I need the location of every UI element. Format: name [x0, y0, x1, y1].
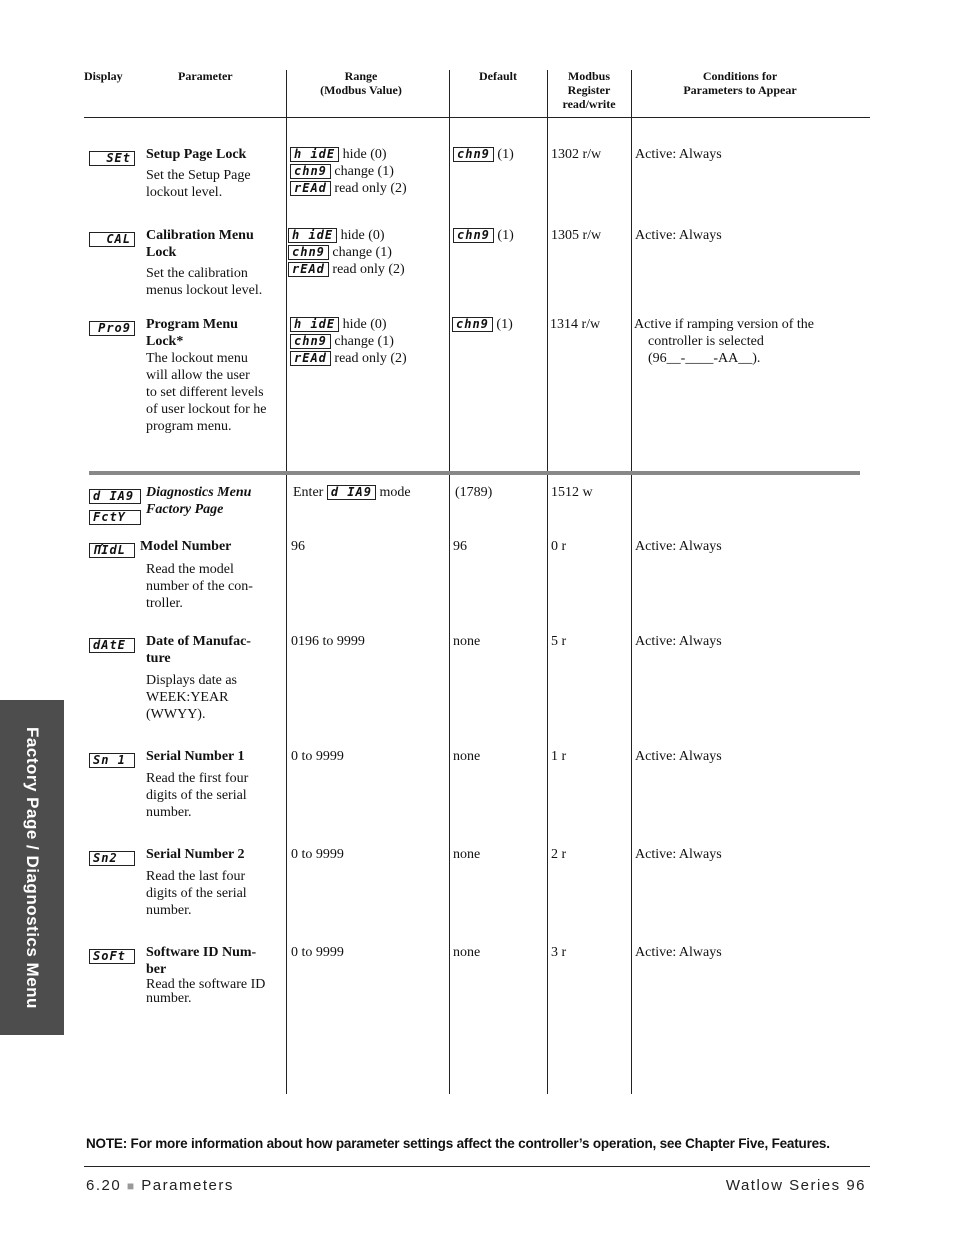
row-model-number-conditions: Active: Always — [635, 539, 722, 554]
default-value: (1) — [497, 228, 514, 243]
range-option — [288, 261, 405, 278]
row-date-parameter — [146, 633, 286, 723]
parameter-description — [146, 770, 286, 821]
header-modbus-line2: Register — [567, 83, 611, 97]
factory-name: Factory Page — [146, 502, 224, 517]
footer-left — [86, 1177, 234, 1194]
row-date-default: none — [453, 634, 481, 649]
row-setup-lock-display — [89, 148, 135, 167]
footer-rule — [84, 1166, 870, 1167]
parameter-name-cont: Lock* — [146, 334, 184, 349]
header-range-title: Range — [344, 69, 378, 83]
parameter-name: Date of Manufac- — [146, 634, 251, 649]
header-modbus — [549, 69, 629, 111]
desc-line: number. — [146, 805, 192, 820]
lcd-display-icon: Pro9 — [89, 321, 135, 336]
row-setup-lock-default — [453, 146, 514, 163]
lcd-change-icon: chn9 — [288, 245, 329, 260]
desc-line: program menu. — [146, 419, 232, 434]
cond-line: (96__-____-AA__). — [648, 351, 761, 366]
desc-line: Displays date as — [146, 673, 237, 688]
parameter-name-cont: ture — [146, 651, 171, 666]
header-rule — [84, 117, 870, 118]
parameter-name-cont: ber — [146, 962, 167, 977]
row-program-lock-parameter — [146, 316, 286, 435]
header-conditions — [650, 69, 830, 97]
row-calibration-lock-parameter — [146, 227, 286, 299]
row-model-number-display — [89, 540, 135, 559]
range-option-text: hide (0) — [342, 317, 387, 332]
desc-line: Read the first four — [146, 771, 249, 786]
parameter-name: Serial Number 1 — [146, 749, 245, 764]
row-serial2-modbus: 2 r — [551, 847, 567, 862]
desc-line: lockout level. — [146, 185, 223, 200]
lcd-display-icon: dAtE — [89, 638, 135, 653]
desc-line: number. — [146, 991, 192, 1006]
row-software-id-display — [89, 946, 135, 965]
footer-bullet-icon: ■ — [126, 1179, 136, 1193]
row-serial1-modbus: 1 r — [551, 749, 567, 764]
row-calibration-lock-default — [453, 227, 514, 244]
row-setup-lock-modbus: 1302 r/w — [551, 147, 602, 162]
diag-range — [293, 484, 411, 501]
range-option — [288, 227, 405, 244]
diag-range-pre: Enter — [293, 485, 324, 500]
header-cond-line2: Parameters to Appear — [683, 83, 797, 97]
diag-range-post: mode — [379, 485, 411, 500]
row-serial2-parameter — [146, 846, 286, 919]
desc-line: WEEK:YEAR — [146, 690, 229, 705]
desc-line: (WWYY). — [146, 707, 206, 722]
lcd-read-icon: rEAd — [288, 262, 329, 277]
row-serial1-parameter — [146, 748, 286, 821]
row-program-lock-range — [290, 316, 407, 367]
page-number: 6.20 — [86, 1177, 122, 1194]
header-parameter: Parameter — [178, 69, 233, 83]
row-program-lock-conditions — [634, 316, 862, 367]
row-date-display — [89, 635, 135, 654]
row-software-id-parameter — [146, 944, 288, 1006]
range-option — [290, 163, 407, 180]
desc-line: to set different levels — [146, 385, 264, 400]
row-model-number-parameter — [140, 538, 286, 612]
row-date-conditions: Active: Always — [635, 634, 722, 649]
section-name: Parameters — [141, 1177, 234, 1194]
header-modbus-line1: Modbus — [567, 69, 611, 83]
range-option — [288, 244, 405, 261]
section-divider — [89, 471, 860, 475]
row-date-range: 0196 to 9999 — [291, 634, 365, 649]
lcd-display-icon: SoFt — [89, 949, 135, 964]
range-option-text: read only (2) — [332, 262, 405, 277]
lcd-diag-mode-icon: d IA9 — [327, 485, 376, 500]
cond-line: controller is selected — [648, 334, 764, 349]
header-cond-line1: Conditions for — [702, 69, 778, 83]
row-calibration-lock-display — [89, 229, 135, 248]
parameter-name-cont: Lock — [146, 245, 177, 260]
lcd-read-icon: rEAd — [290, 351, 331, 366]
diag-parameter — [146, 484, 251, 518]
parameter-name: Model Number — [140, 539, 232, 554]
row-model-number-range: 96 — [291, 539, 305, 554]
range-option — [290, 180, 407, 197]
col-rule-modbus — [547, 70, 548, 1094]
lcd-diag-icon: d IA9 — [89, 489, 141, 504]
desc-line: Read the last four — [146, 869, 246, 884]
row-serial1-conditions: Active: Always — [635, 749, 722, 764]
parameter-description — [146, 167, 286, 201]
row-calibration-lock-modbus: 1305 r/w — [551, 228, 602, 243]
parameter-name: Program Menu — [146, 317, 238, 332]
desc-line: of user lockout for he — [146, 402, 267, 417]
row-serial2-conditions: Active: Always — [635, 847, 722, 862]
diag-name: Diagnostics Menu — [146, 485, 252, 500]
range-option-text: hide (0) — [340, 228, 385, 243]
lcd-default-icon: chn9 — [453, 147, 494, 162]
desc-line: digits of the serial — [146, 886, 247, 901]
row-program-lock-default — [452, 316, 513, 333]
desc-line: menus lockout level. — [146, 283, 263, 298]
parameter-name: Setup Page Lock — [146, 147, 247, 162]
row-setup-lock-range — [290, 146, 407, 197]
row-software-id-range: 0 to 9999 — [291, 945, 344, 960]
note-text: NOTE: For more information about how parameter settings affect the controller’s operation, see Chapter Five, Features. — [86, 1136, 830, 1151]
diag-default: (1789) — [455, 485, 493, 500]
parameter-description — [146, 265, 286, 299]
row-model-number-default: 96 — [453, 539, 467, 554]
side-tab-label: Factory Page / Diagnostics Menu — [23, 727, 42, 1009]
row-date-modbus: 5 r — [551, 634, 567, 649]
row-program-lock-modbus: 1314 r/w — [550, 317, 601, 332]
lcd-display-icon: Sn2 — [89, 851, 135, 866]
lcd-factory-icon: FctY — [89, 510, 141, 525]
header-default: Default — [479, 69, 517, 83]
cond-line: Active if ramping version of the — [634, 317, 815, 332]
row-calibration-lock-range — [288, 227, 405, 278]
row-software-id-modbus: 3 r — [551, 945, 567, 960]
col-rule-default — [449, 70, 450, 1094]
row-serial1-default: none — [453, 749, 481, 764]
header-modbus-line3: read/write — [562, 97, 616, 111]
row-serial1-range: 0 to 9999 — [291, 749, 344, 764]
desc-line: will allow the user — [146, 368, 250, 383]
col-rule-range — [286, 70, 287, 1094]
lcd-default-icon: chn9 — [453, 228, 494, 243]
lcd-read-icon: rEAd — [290, 181, 331, 196]
desc-line: Read the model — [146, 562, 234, 577]
lcd-default-icon: chn9 — [452, 317, 493, 332]
range-option-text: change (1) — [334, 334, 394, 349]
parameter-description — [140, 561, 286, 612]
row-setup-lock-conditions: Active: Always — [635, 147, 722, 162]
desc-line: digits of the serial — [146, 788, 247, 803]
range-option-text: change (1) — [334, 164, 394, 179]
row-serial2-default: none — [453, 847, 481, 862]
lcd-hide-icon: h idE — [290, 317, 339, 332]
parameter-description — [146, 868, 286, 919]
range-option — [290, 316, 407, 333]
default-value: (1) — [497, 147, 514, 162]
range-option-text: read only (2) — [334, 351, 407, 366]
range-option-text: read only (2) — [334, 181, 407, 196]
range-option — [290, 146, 407, 163]
diag-display — [89, 486, 141, 526]
lcd-display-icon: CAL — [89, 232, 135, 247]
parameter-name: Calibration Menu — [146, 228, 254, 243]
desc-line: Set the Setup Page — [146, 168, 251, 183]
header-range — [290, 69, 432, 97]
parameter-description — [146, 978, 288, 1006]
lcd-display-icon: ΠΊdL — [89, 543, 135, 558]
desc-line: The lockout menu — [146, 351, 248, 366]
lcd-display-icon: Sn 1 — [89, 753, 135, 768]
parameter-name: Serial Number 2 — [146, 847, 245, 862]
parameter-description — [146, 672, 286, 723]
lcd-hide-icon: h idE — [288, 228, 337, 243]
row-software-id-default: none — [453, 945, 481, 960]
row-calibration-lock-conditions: Active: Always — [635, 228, 722, 243]
parameter-description — [146, 350, 286, 435]
row-program-lock-display — [89, 318, 135, 337]
default-value: (1) — [496, 317, 513, 332]
range-option-text: hide (0) — [342, 147, 387, 162]
row-serial2-range: 0 to 9999 — [291, 847, 344, 862]
desc-line: Read the software ID — [146, 977, 266, 992]
range-option-text: change (1) — [332, 245, 392, 260]
row-software-id-conditions: Active: Always — [635, 945, 722, 960]
desc-line: Set the calibration — [146, 266, 248, 281]
row-model-number-modbus: 0 r — [551, 539, 567, 554]
lcd-change-icon: chn9 — [290, 334, 331, 349]
desc-line: number. — [146, 903, 192, 918]
range-option — [290, 350, 407, 367]
lcd-display-icon: SEt — [89, 151, 135, 166]
row-setup-lock-parameter — [146, 146, 286, 201]
footer-product: Watlow Series 96 — [725, 1177, 866, 1194]
desc-line: number of the con- — [146, 579, 253, 594]
col-rule-conditions — [631, 70, 632, 1094]
diag-modbus: 1512 w — [551, 485, 593, 500]
row-serial2-display — [89, 848, 135, 867]
range-option — [290, 333, 407, 350]
lcd-hide-icon: h idE — [290, 147, 339, 162]
header-display: Display — [84, 69, 123, 83]
desc-line: troller. — [146, 596, 183, 611]
row-serial1-display — [89, 750, 135, 769]
parameter-name: Software ID Num- — [146, 945, 257, 960]
header-range-sub: (Modbus Value) — [320, 83, 402, 97]
lcd-change-icon: chn9 — [290, 164, 331, 179]
